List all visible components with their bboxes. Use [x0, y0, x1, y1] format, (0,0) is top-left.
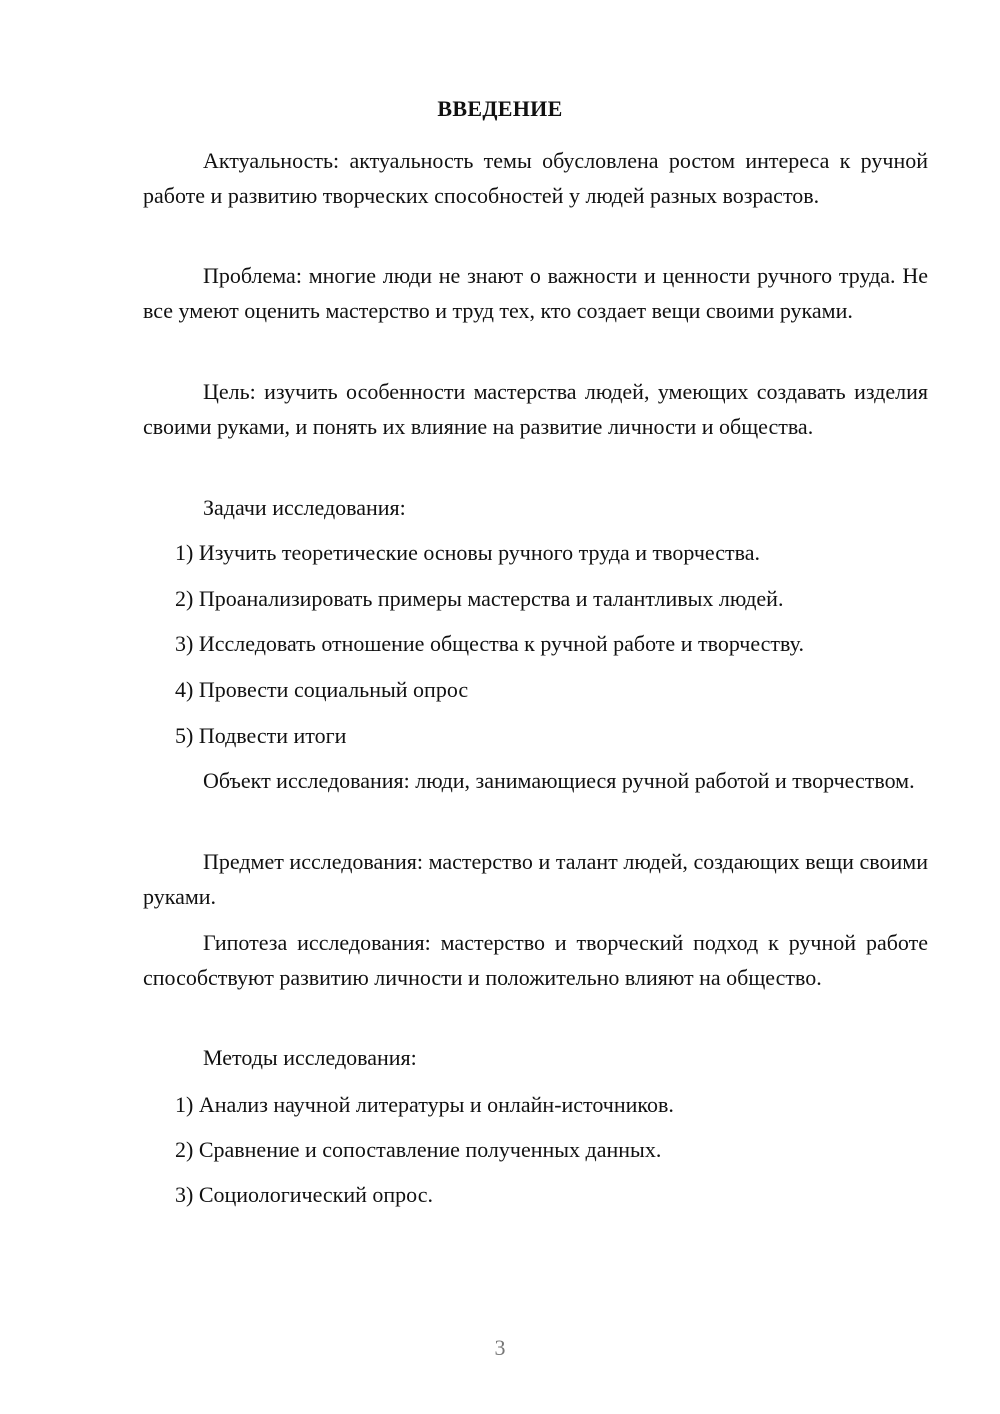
- method-item-1: 1) Анализ научной литературы и онлайн-источников.: [175, 1092, 674, 1117]
- methods-heading: Методы исследования:: [203, 1045, 417, 1070]
- task-item-1: 1) Изучить теоретические основы ручного труда и творчества.: [175, 540, 760, 565]
- paragraph-subject: Предмет исследования: мастерство и талант людей, создающих вещи своими руками.: [143, 849, 928, 909]
- task-item-5: 5) Подвести итоги: [175, 723, 347, 748]
- page-number: 3: [494, 1335, 506, 1360]
- paragraph-actuality: Актуальность: актуальность темы обусловлена ростом интереса к ручной работе и развитию творческих способностей у людей разных возрастов.: [143, 148, 928, 208]
- method-item-3: 3) Социологический опрос.: [175, 1182, 433, 1207]
- task-item-2: 2) Проанализировать примеры мастерства и талантливых людей.: [175, 586, 784, 611]
- page-title: ВВЕДЕНИЕ: [437, 96, 563, 121]
- task-item-4: 4) Провести социальный опрос: [175, 677, 469, 702]
- method-item-2: 2) Сравнение и сопоставление полученных данных.: [175, 1137, 662, 1162]
- paragraph-goal: Цель: изучить особенности мастерства людей, умеющих создавать изделия своими руками, и понять их влияние на развитие личности и общества.: [143, 379, 928, 439]
- tasks-heading: Задачи исследования:: [203, 495, 406, 520]
- task-item-3: 3) Исследовать отношение общества к ручной работе и творчеству.: [175, 631, 804, 656]
- paragraph-object: Объект исследования: люди, занимающиеся ручной работой и творчеством.: [203, 768, 915, 793]
- paragraph-problem: Проблема: многие люди не знают о важности и ценности ручного труда. Не все умеют оценить мастерство и труд тех, кто создает вещи своими руками.: [143, 263, 928, 323]
- paragraph-hypothesis: Гипотеза исследования: мастерство и творческий подход к ручной работе способствуют развитию личности и положительно влияют на общество.: [143, 930, 928, 990]
